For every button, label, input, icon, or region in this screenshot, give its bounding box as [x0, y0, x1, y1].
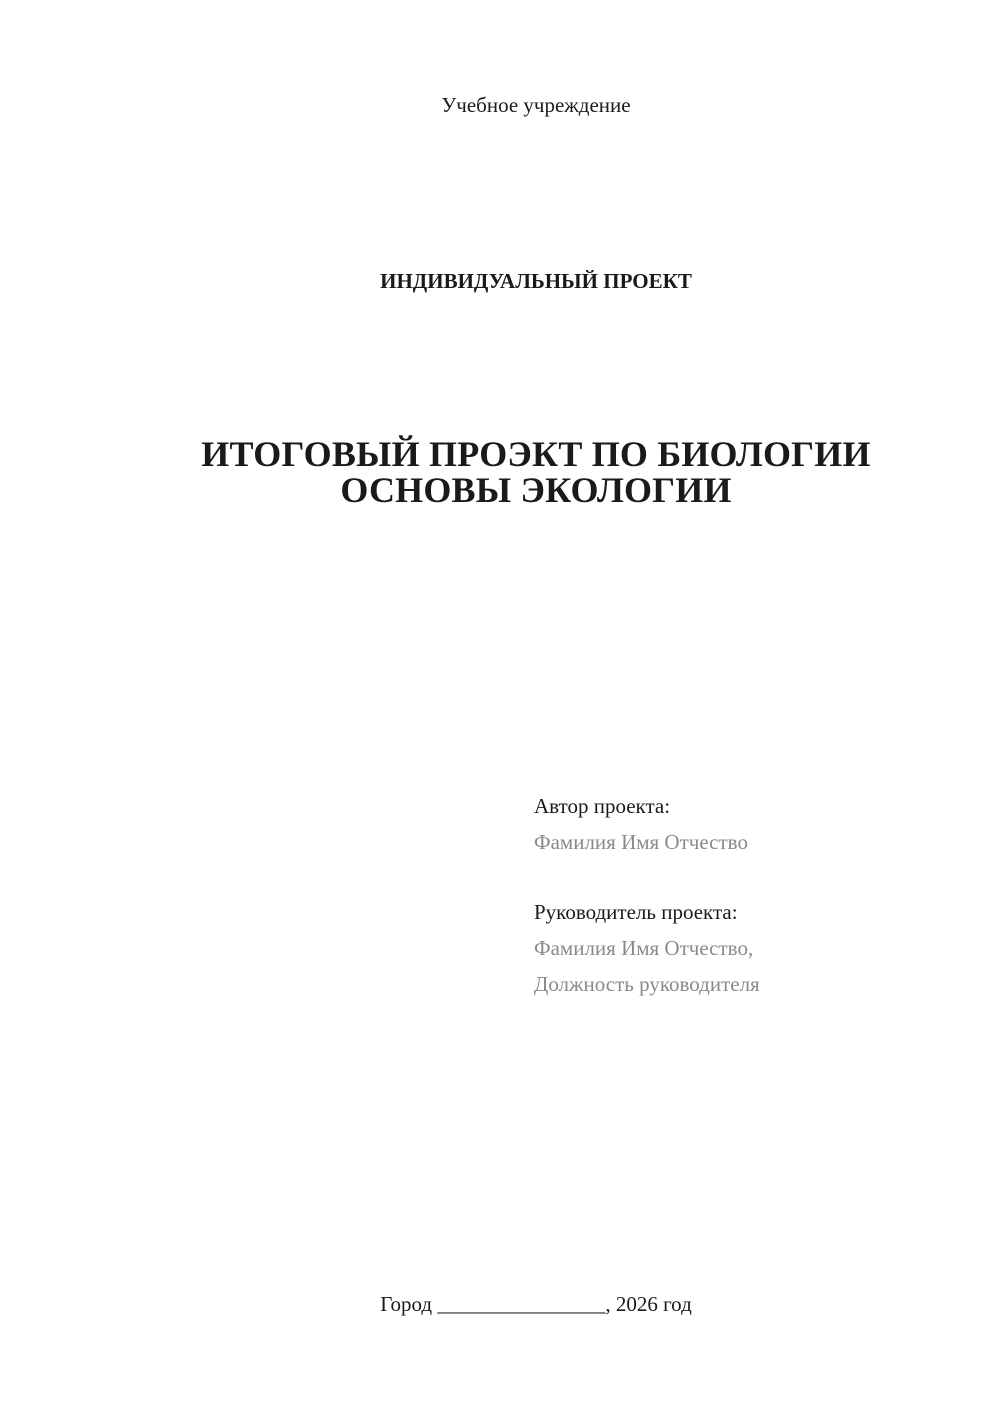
supervisor-label: Руководитель проекта: — [534, 900, 738, 924]
supervisor-position-placeholder: Должность руководителя — [534, 972, 760, 996]
project-title — [0, 436, 1000, 508]
project-type-heading: ИНДИВИДУАЛЬНЫЙ ПРОЕКТ — [380, 269, 692, 293]
institution-name: Учебное учреждение — [441, 93, 631, 117]
credits-block — [534, 788, 760, 1002]
author-name-placeholder: Фамилия Имя Отчество — [534, 830, 748, 854]
credits-spacer — [534, 860, 760, 894]
project-title-line-1: ИТОГОВЫЙ ПРОЭКТ ПО БИОЛОГИИ — [201, 434, 871, 474]
supervisor-name-placeholder: Фамилия Имя Отчество, — [534, 936, 754, 960]
city-year-footer: Город ________________, 2026 год — [380, 1292, 692, 1316]
project-title-line-2: ОСНОВЫ ЭКОЛОГИИ — [340, 470, 732, 510]
author-label: Автор проекта: — [534, 794, 671, 818]
